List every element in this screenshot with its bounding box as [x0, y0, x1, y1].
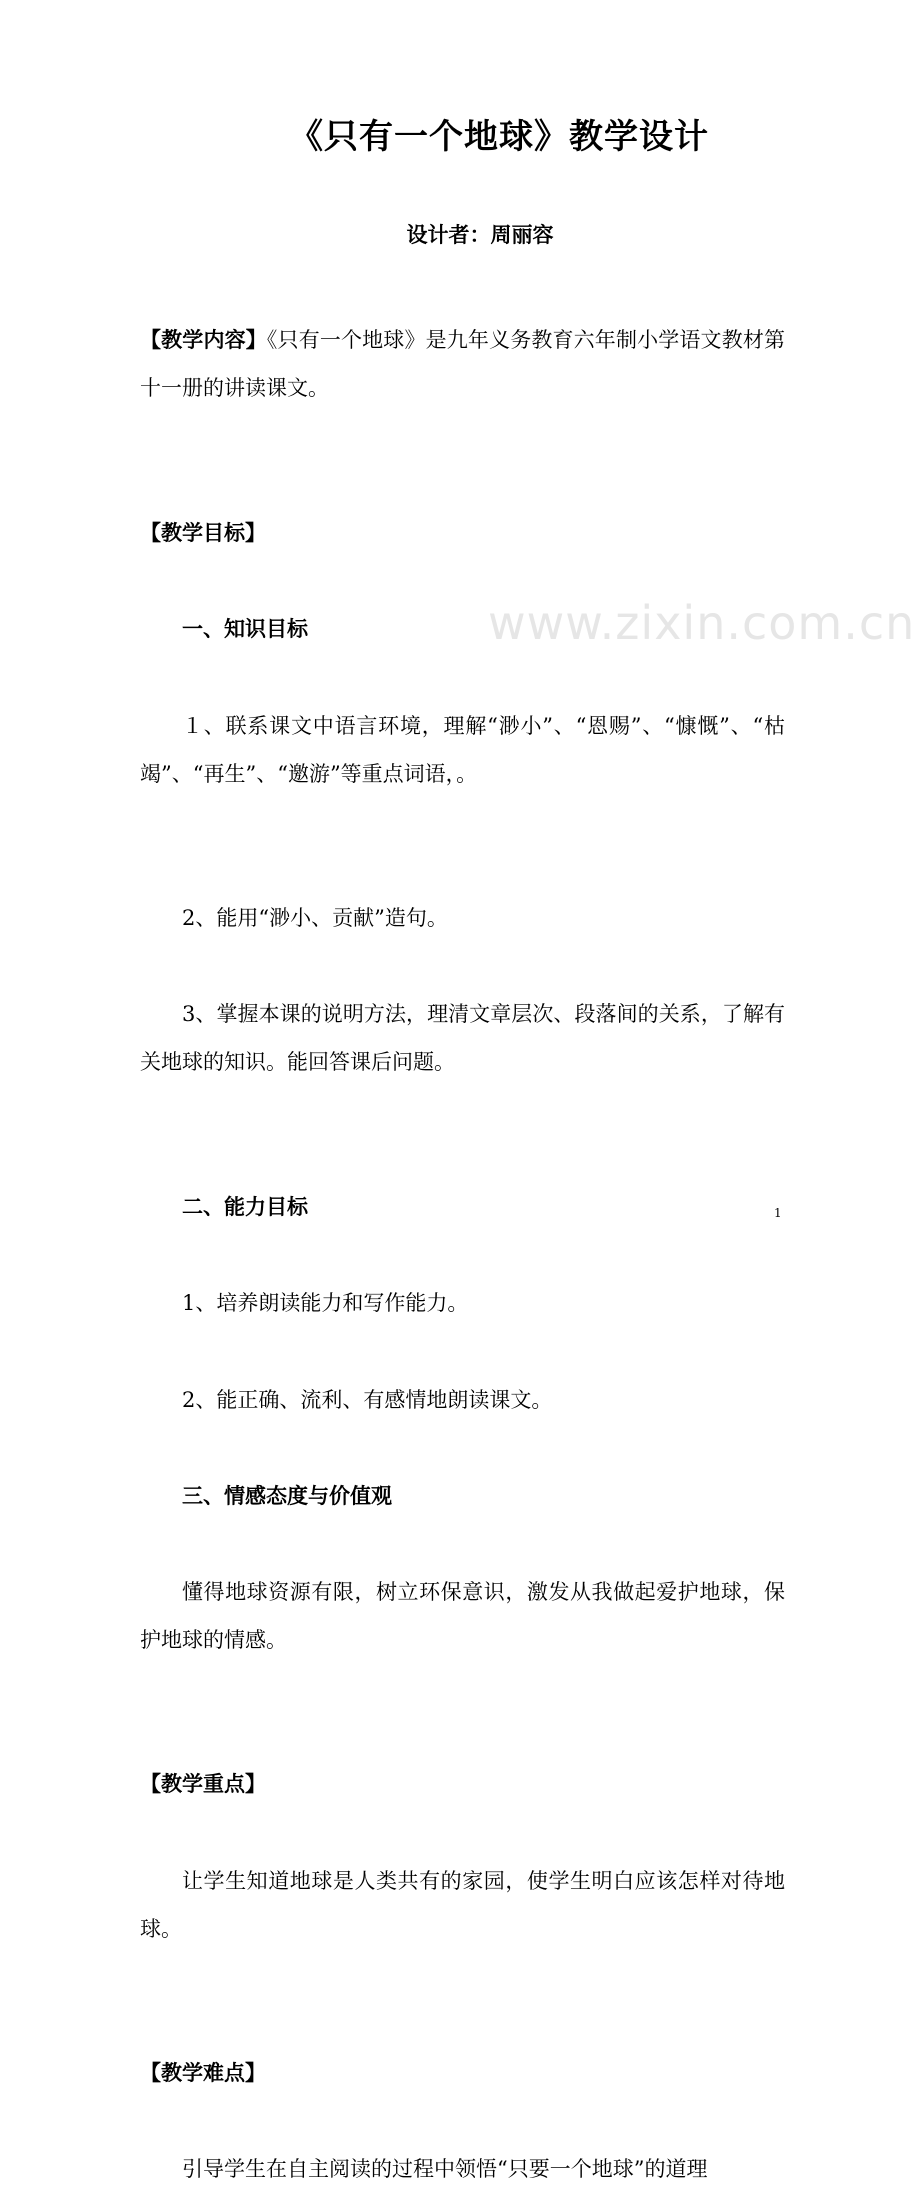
emotion-goal-heading: 三、情感态度与价值观 [182, 1484, 392, 1508]
difficult-points-label: 【教学难点】 [140, 2061, 266, 2085]
difficult-points-text: 引导学生在自主阅读的过程中领悟“只要一个地球”的道理 [182, 2157, 708, 2181]
knowledge-goal-item-1: １、联系课文中语言环境，理解“渺小”、“恩赐”、“慷慨”、“枯竭”、“再生”、“邀游”等重点词语，。 [140, 714, 785, 786]
knowledge-goal-item-2: 2、能用“渺小、贡献”造句。 [182, 906, 448, 930]
emotion-goal-text: 懂得地球资源有限，树立环保意识，激发从我做起爱护地球，保护地球的情感。 [140, 1580, 785, 1652]
ability-goal-heading: 二、能力目标 [182, 1195, 308, 1219]
ability-goal-item-1: 1、培养朗读能力和写作能力。 [182, 1291, 469, 1315]
author-line: 设计者：周丽容 [406, 223, 554, 247]
document-title: 《只有一个地球》教学设计 [289, 117, 709, 157]
page-number: 1 [774, 1206, 782, 1220]
ability-goal-item-2: 2、能正确、流利、有感情地朗读课文。 [182, 1388, 553, 1412]
teaching-goals-label: 【教学目标】 [140, 521, 266, 545]
teaching-content-label: 【教学内容】 [140, 328, 267, 352]
key-points-text: 让学生知道地球是人类共有的家园，使学生明白应该怎样对待地球。 [140, 1869, 785, 1941]
teaching-content-section [140, 316, 785, 412]
watermark: www.zixin.com.cn [488, 596, 916, 650]
key-points-label: 【教学重点】 [140, 1772, 266, 1796]
knowledge-goal-heading: 一、知识目标 [182, 617, 308, 641]
teaching-content-text: 《只有一个地球》是九年义务教育六年制小学语文教材第十一册的讲读课文。 [140, 328, 786, 400]
knowledge-goal-item-3: 3、掌握本课的说明方法，理清文章层次、段落间的关系，了解有关地球的知识。能回答课后问题。 [140, 1002, 785, 1074]
